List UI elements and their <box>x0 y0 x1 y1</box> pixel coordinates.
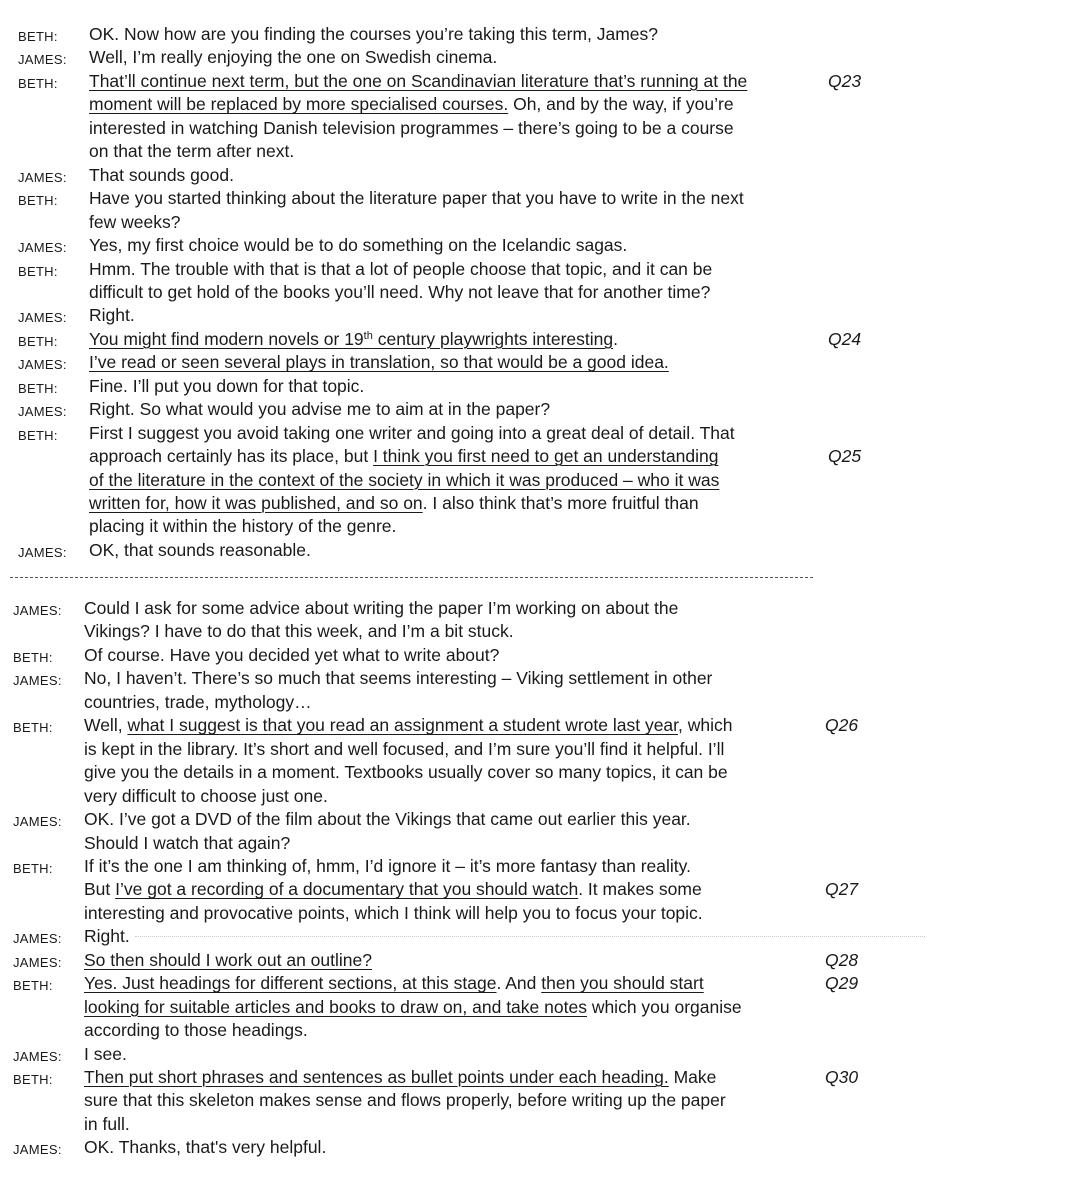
transcript-line <box>0 996 1074 1019</box>
speaker-label: JAMES: <box>13 814 62 830</box>
dialogue-text <box>89 375 364 398</box>
dialogue-text <box>84 620 514 643</box>
dialogue-text <box>84 1089 726 1112</box>
transcript-line <box>0 398 1074 421</box>
section-divider <box>10 577 813 578</box>
dialogue-text <box>89 46 497 69</box>
speaker-label: BETH: <box>18 75 58 91</box>
speaker-label: BETH: <box>13 720 53 736</box>
text-segment: give you the details in a moment. Textbooks usually cover so many topics, it can be <box>84 762 728 783</box>
dialogue-text <box>89 93 734 116</box>
text-segment: But <box>84 879 116 900</box>
text-segment: OK. I’ve got a DVD of the film about the Vikings that came out earlier this year. <box>84 809 691 830</box>
dialogue-text <box>89 469 719 492</box>
underlined-answer-text: th <box>363 329 373 342</box>
transcript-line <box>0 1043 1074 1066</box>
text-segment: OK. Thanks, that's very helpful. <box>84 1137 327 1158</box>
text-segment: First I suggest you avoid taking one writer and going into a great deal of detail. That <box>89 422 735 443</box>
transcript-line <box>0 375 1074 398</box>
transcript-line <box>0 445 1074 468</box>
dialogue-text <box>84 832 290 855</box>
dialogue-text <box>89 23 658 46</box>
underlined-answer-text: what I suggest is that you read an assignment a student wrote last year <box>127 715 679 736</box>
dialogue-text <box>89 422 735 445</box>
dialogue-text <box>84 667 712 690</box>
speaker-label: JAMES: <box>18 404 67 420</box>
text-segment: That sounds good. <box>89 164 234 185</box>
underlined-answer-text: century playwrights interesting <box>372 328 614 349</box>
speaker-label: BETH: <box>18 193 58 209</box>
speaker-label: BETH: <box>18 29 58 44</box>
dialogue-text <box>84 785 328 808</box>
transcript-line <box>0 422 1074 445</box>
text-segment: interesting and provocative points, which I think will help you to focus your topic. <box>84 902 703 923</box>
transcript-line <box>0 949 1074 972</box>
text-segment: Have you started thinking about the literature paper that you have to write in the next <box>89 188 744 209</box>
speaker-label: BETH: <box>13 1072 53 1087</box>
transcript-line <box>0 1136 1074 1159</box>
underlined-answer-text: then you should start <box>541 973 704 994</box>
transcript-line <box>0 667 1074 690</box>
text-segment: Oh, and by the way, if you’re <box>508 94 734 115</box>
text-segment: Well, <box>84 715 128 736</box>
dialogue-text <box>89 492 699 515</box>
text-segment: . <box>613 328 618 349</box>
text-segment: placing it within the history of the genre. <box>89 516 397 537</box>
transcript-line <box>0 70 1074 93</box>
speaker-label: BETH: <box>13 978 53 994</box>
transcript-line <box>0 258 1074 281</box>
dialogue-text <box>84 644 499 667</box>
speaker-label: BETH: <box>18 380 58 396</box>
transcript-line <box>0 234 1074 257</box>
dialogue-text <box>84 714 733 737</box>
transcript-line <box>0 187 1074 210</box>
speaker-label: BETH: <box>18 427 58 443</box>
underlined-answer-text: I’ve read or seen several plays in translation, so that would be a good idea. <box>89 352 669 373</box>
dialogue-text <box>89 351 669 374</box>
transcript-line <box>0 972 1074 995</box>
text-segment: which you organise <box>586 996 742 1017</box>
underlined-answer-text: I’ve got a recording of a documentary that you should watch <box>115 879 579 900</box>
underlined-answer-text: moment will be replaced by more specialised courses. <box>89 94 509 115</box>
underlined-answer-text: of the literature in the context of the society in which it was produced – who it was <box>89 469 720 490</box>
question-number: Q23 <box>828 70 862 91</box>
transcript-line <box>0 1066 1074 1089</box>
transcript-line <box>0 691 1074 714</box>
transcript-line <box>0 328 1074 351</box>
dialogue-text <box>84 996 742 1019</box>
transcript-line <box>0 738 1074 761</box>
transcript-line <box>0 902 1074 925</box>
question-number: Q28 <box>825 949 859 970</box>
transcript-line <box>0 832 1074 855</box>
question-number: Q29 <box>825 973 859 994</box>
underlined-answer-text: Yes. Just headings for different sections, at this stage <box>84 973 497 994</box>
dialogue-text <box>89 117 734 140</box>
underlined-answer-text: looking for suitable articles and books to draw on, and take notes <box>84 996 587 1017</box>
dialogue-text <box>89 187 744 210</box>
speaker-label: BETH: <box>13 860 53 876</box>
underlined-answer-text: I think you first need to get an understanding <box>373 446 719 467</box>
transcript-line <box>0 93 1074 116</box>
speaker-label: BETH: <box>18 333 58 349</box>
text-segment: in full. <box>84 1113 130 1134</box>
dialogue-text <box>84 691 312 714</box>
dialogue-text <box>89 304 135 327</box>
text-segment: I see. <box>84 1043 127 1064</box>
text-segment: Yes, my first choice would be to do something on the Icelandic sagas. <box>89 235 628 256</box>
text-segment: sure that this skeleton makes sense and flows properly, before writing up the paper <box>84 1090 726 1111</box>
speaker-label: JAMES: <box>18 310 67 326</box>
transcript-line <box>0 211 1074 234</box>
transcript-line <box>0 714 1074 737</box>
dialogue-text <box>89 234 627 257</box>
speaker-label: BETH: <box>18 263 58 279</box>
text-segment: OK, that sounds reasonable. <box>89 539 311 560</box>
text-segment: . I also think that’s more fruitful than <box>422 493 699 513</box>
text-segment: according to those headings. <box>84 1020 308 1041</box>
transcript-line <box>0 164 1074 187</box>
question-number: Q26 <box>825 715 859 736</box>
transcript-line <box>0 644 1074 667</box>
dialogue-text <box>84 1043 127 1066</box>
dialogue-text <box>84 1066 716 1089</box>
transcript-line <box>0 469 1074 492</box>
text-segment: , which <box>678 715 733 736</box>
speaker-label: JAMES: <box>13 1142 62 1158</box>
transcript-line <box>0 351 1074 374</box>
underlined-answer-text: That’ll continue next term, but the one on Scandinavian literature that’s running at the <box>89 70 748 91</box>
text-segment: . It makes some <box>578 879 702 900</box>
text-segment: few weeks? <box>89 211 181 232</box>
text-segment: Right. So what would you advise me to aim at in the paper? <box>89 399 551 420</box>
transcript-line <box>0 1019 1074 1042</box>
dialogue-text <box>89 211 180 234</box>
transcript-line <box>0 597 1074 620</box>
dialogue-text <box>84 902 703 925</box>
text-segment: on that the term after next. <box>89 141 295 162</box>
dialogue-text <box>89 398 550 421</box>
text-segment: Of course. Have you decided yet what to write about? <box>84 644 500 665</box>
text-segment: Should I watch that again? <box>84 832 291 853</box>
speaker-label: JAMES: <box>13 954 62 970</box>
dialogue-text <box>84 878 702 901</box>
dialogue-text <box>89 258 712 281</box>
text-segment: countries, trade, mythology… <box>84 691 312 712</box>
transcript-line <box>0 1113 1074 1136</box>
dialogue-text <box>84 597 678 620</box>
text-segment: approach certainly has its place, but <box>89 446 374 467</box>
text-segment: Right. <box>89 305 135 326</box>
dialogue-text <box>84 949 372 972</box>
speaker-label: JAMES: <box>18 544 67 560</box>
transcript-line <box>0 539 1074 562</box>
text-segment: . And <box>496 973 542 994</box>
dialogue-text <box>84 1113 130 1136</box>
text-segment: Could I ask for some advice about writing the paper I’m working on about the <box>84 598 679 618</box>
transcript-line <box>0 620 1074 643</box>
dialogue-text <box>84 855 691 878</box>
dialogue-text <box>84 925 130 948</box>
transcript-line <box>0 878 1074 901</box>
transcript-line <box>0 46 1074 69</box>
transcript-line <box>0 140 1074 163</box>
question-number: Q24 <box>828 328 862 349</box>
faint-scan-line <box>135 936 925 937</box>
text-segment: OK. Now how are you finding the courses you’re taking this term, James? <box>89 24 659 44</box>
underlined-answer-text: You might find modern novels or 19 <box>89 328 364 349</box>
text-segment: interested in watching Danish television programmes – there’s going to be a course <box>89 117 734 138</box>
dialogue-text <box>89 515 396 538</box>
text-segment: difficult to get hold of the books you’ll need. Why not leave that for another time? <box>89 281 711 302</box>
text-segment: Fine. I’ll put you down for that topic. <box>89 375 365 396</box>
transcript-line <box>0 117 1074 140</box>
speaker-label: JAMES: <box>13 1048 62 1064</box>
question-number: Q30 <box>825 1067 859 1087</box>
dialogue-text <box>89 281 710 304</box>
dialogue-text <box>89 140 294 163</box>
underlined-answer-text: Then put short phrases and sentences as bullet points under each heading. <box>84 1067 669 1087</box>
text-segment: Well, I’m really enjoying the one on Swedish cinema. <box>89 47 498 68</box>
transcript-line <box>0 855 1074 878</box>
dialogue-text <box>84 1019 308 1042</box>
transcript-line <box>0 304 1074 327</box>
text-segment: Vikings? I have to do that this week, and I’m a bit stuck. <box>84 621 514 642</box>
text-segment: If it’s the one I am thinking of, hmm, I’d ignore it – it’s more fantasy than reality. <box>84 855 691 876</box>
dialogue-text <box>84 1136 326 1159</box>
dialogue-text <box>84 972 704 995</box>
dialogue-text <box>89 539 311 562</box>
speaker-label: BETH: <box>13 649 53 665</box>
transcript-line <box>0 492 1074 515</box>
text-segment: No, I haven’t. There’s so much that seems interesting – Viking settlement in other <box>84 668 713 689</box>
text-segment: Make <box>668 1067 717 1087</box>
transcript-line <box>0 808 1074 831</box>
transcript-line <box>0 785 1074 808</box>
speaker-label: JAMES: <box>18 52 67 68</box>
dialogue-text <box>89 70 747 93</box>
speaker-label: JAMES: <box>13 603 62 618</box>
transcript-line <box>0 281 1074 304</box>
speaker-label: JAMES: <box>18 357 67 373</box>
speaker-label: JAMES: <box>18 240 67 256</box>
dialogue-text <box>89 328 618 351</box>
transcript-line <box>0 1089 1074 1112</box>
text-segment: Right. <box>84 926 130 947</box>
text-segment: very difficult to choose just one. <box>84 785 328 806</box>
dialogue-text <box>84 808 691 831</box>
underlined-answer-text: written for, how it was published, and so on <box>89 493 423 513</box>
dialogue-text <box>84 738 724 761</box>
text-segment: is kept in the library. It’s short and well focused, and I’m sure you’ll find it helpful. I’ll <box>84 738 725 759</box>
speaker-label: JAMES: <box>18 169 67 185</box>
dialogue-text <box>84 761 728 784</box>
speaker-label: JAMES: <box>13 673 62 689</box>
transcript-line <box>0 761 1074 784</box>
question-number: Q27 <box>825 879 859 900</box>
question-number: Q25 <box>828 446 862 467</box>
transcript-line <box>0 515 1074 538</box>
dialogue-text <box>89 164 234 187</box>
transcript-line <box>0 23 1074 46</box>
dialogue-text <box>89 445 718 468</box>
text-segment: Hmm. The trouble with that is that a lot of people choose that topic, and it can be <box>89 258 713 279</box>
underlined-answer-text: So then should I work out an outline? <box>84 949 372 970</box>
speaker-label: JAMES: <box>13 931 62 947</box>
